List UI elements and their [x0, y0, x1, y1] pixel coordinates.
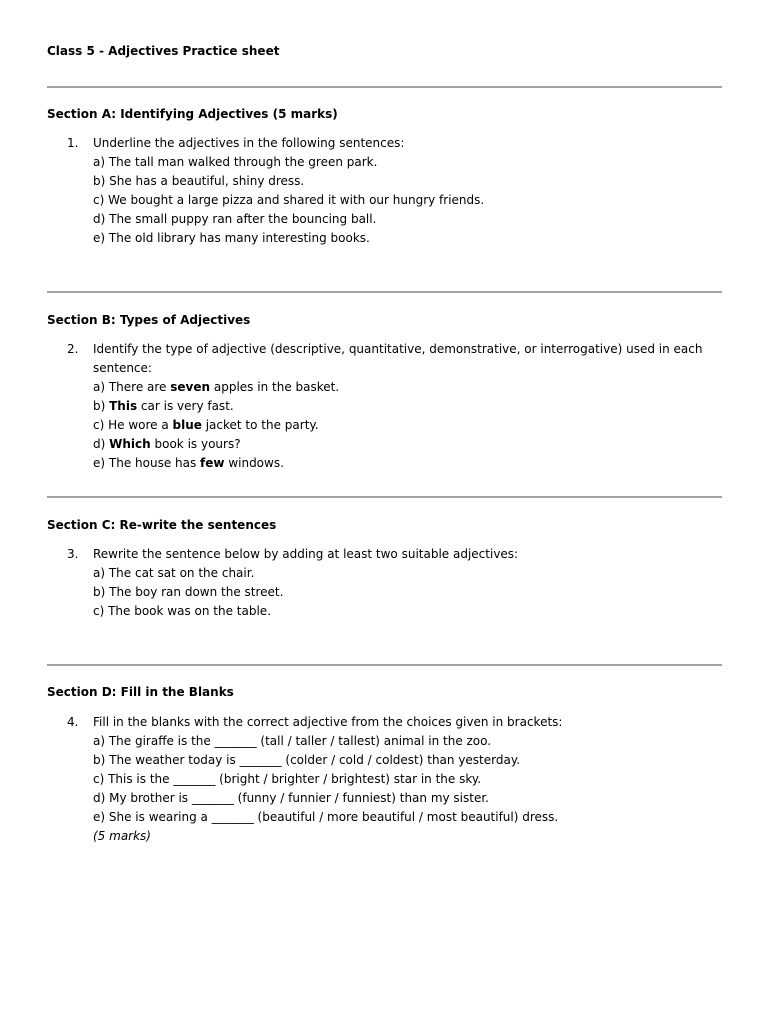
- question-text: Rewrite the sentence below by adding at least two suitable adjectives:: [93, 547, 519, 561]
- question-1-prompt: [67, 134, 707, 153]
- list-item: [67, 378, 707, 397]
- item-text: jacket to the party.: [201, 418, 319, 432]
- section-b-heading: Section B: Types of Adjectives: [47, 313, 251, 327]
- question-4: [67, 713, 707, 846]
- section-d-heading: Section D: Fill in the Blanks: [47, 685, 234, 699]
- list-item: d) The small puppy ran after the bouncing ball.: [93, 212, 377, 226]
- question-1: [67, 134, 707, 248]
- list-item: a) The tall man walked through the green park.: [93, 155, 378, 169]
- item-text: b): [93, 399, 110, 413]
- list-item: [67, 435, 707, 454]
- highlighted-adjective: This: [109, 399, 138, 413]
- list-item: b) The weather today is _______ (colder / cold / coldest) than yesterday.: [93, 753, 521, 767]
- item-text: c) He wore a: [93, 418, 173, 432]
- list-item: c) We bought a large pizza and shared it with our hungry friends.: [93, 193, 485, 207]
- list-item: d) My brother is _______ (funny / funnier / funniest) than my sister.: [93, 791, 489, 805]
- divider: [47, 496, 722, 498]
- question-text: Identify the type of adjective (descriptive, quantitative, demonstrative, or interrogative) used in each sentence:: [93, 342, 703, 375]
- item-text: a) There are: [93, 380, 171, 394]
- list-item: a) The cat sat on the chair.: [93, 566, 255, 580]
- list-item: c) The book was on the table.: [93, 604, 272, 618]
- highlighted-adjective: few: [200, 456, 225, 470]
- list-item: a) The giraffe is the _______ (tall / taller / tallest) animal in the zoo.: [93, 734, 492, 748]
- question-3: [67, 545, 707, 621]
- section-a-heading: Section A: Identifying Adjectives (5 marks): [47, 107, 338, 121]
- highlighted-adjective: seven: [170, 380, 211, 394]
- list-item: c) This is the _______ (bright / brighter / brightest) star in the sky.: [93, 772, 482, 786]
- question-text: Fill in the blanks with the correct adjective from the choices given in brackets:: [93, 715, 563, 729]
- list-item: e) The old library has many interesting books.: [93, 231, 370, 245]
- item-text: d): [93, 437, 110, 451]
- item-text: apples in the basket.: [210, 380, 340, 394]
- list-item: [67, 454, 707, 473]
- divider: [47, 664, 722, 666]
- list-item: [67, 397, 707, 416]
- divider: [47, 291, 722, 293]
- question-number: 2.: [67, 342, 79, 356]
- highlighted-adjective: blue: [172, 418, 202, 432]
- question-2: [67, 340, 707, 473]
- item-text: windows.: [224, 456, 284, 470]
- list-item: [67, 416, 707, 435]
- item-text: e) The house has: [93, 456, 201, 470]
- question-number: 1.: [67, 136, 79, 150]
- list-item: b) She has a beautiful, shiny dress.: [93, 174, 305, 188]
- question-2-prompt: [67, 340, 707, 378]
- section-c-heading: Section C: Re-write the sentences: [47, 518, 277, 532]
- divider: [47, 86, 722, 88]
- list-item: b) The boy ran down the street.: [93, 585, 284, 599]
- question-number: 4.: [67, 715, 79, 729]
- question-text: Underline the adjectives in the following sentences:: [93, 136, 405, 150]
- list-item: e) She is wearing a _______ (beautiful / more beautiful / most beautiful) dress.: [93, 810, 559, 824]
- question-4-prompt: [67, 713, 707, 732]
- highlighted-adjective: Which: [109, 437, 151, 451]
- question-number: 3.: [67, 547, 79, 561]
- question-3-prompt: [67, 545, 707, 564]
- marks-note: (5 marks): [93, 829, 151, 843]
- item-text: car is very fast.: [137, 399, 234, 413]
- item-text: book is yours?: [150, 437, 241, 451]
- page-title: Class 5 - Adjectives Practice sheet: [47, 44, 280, 58]
